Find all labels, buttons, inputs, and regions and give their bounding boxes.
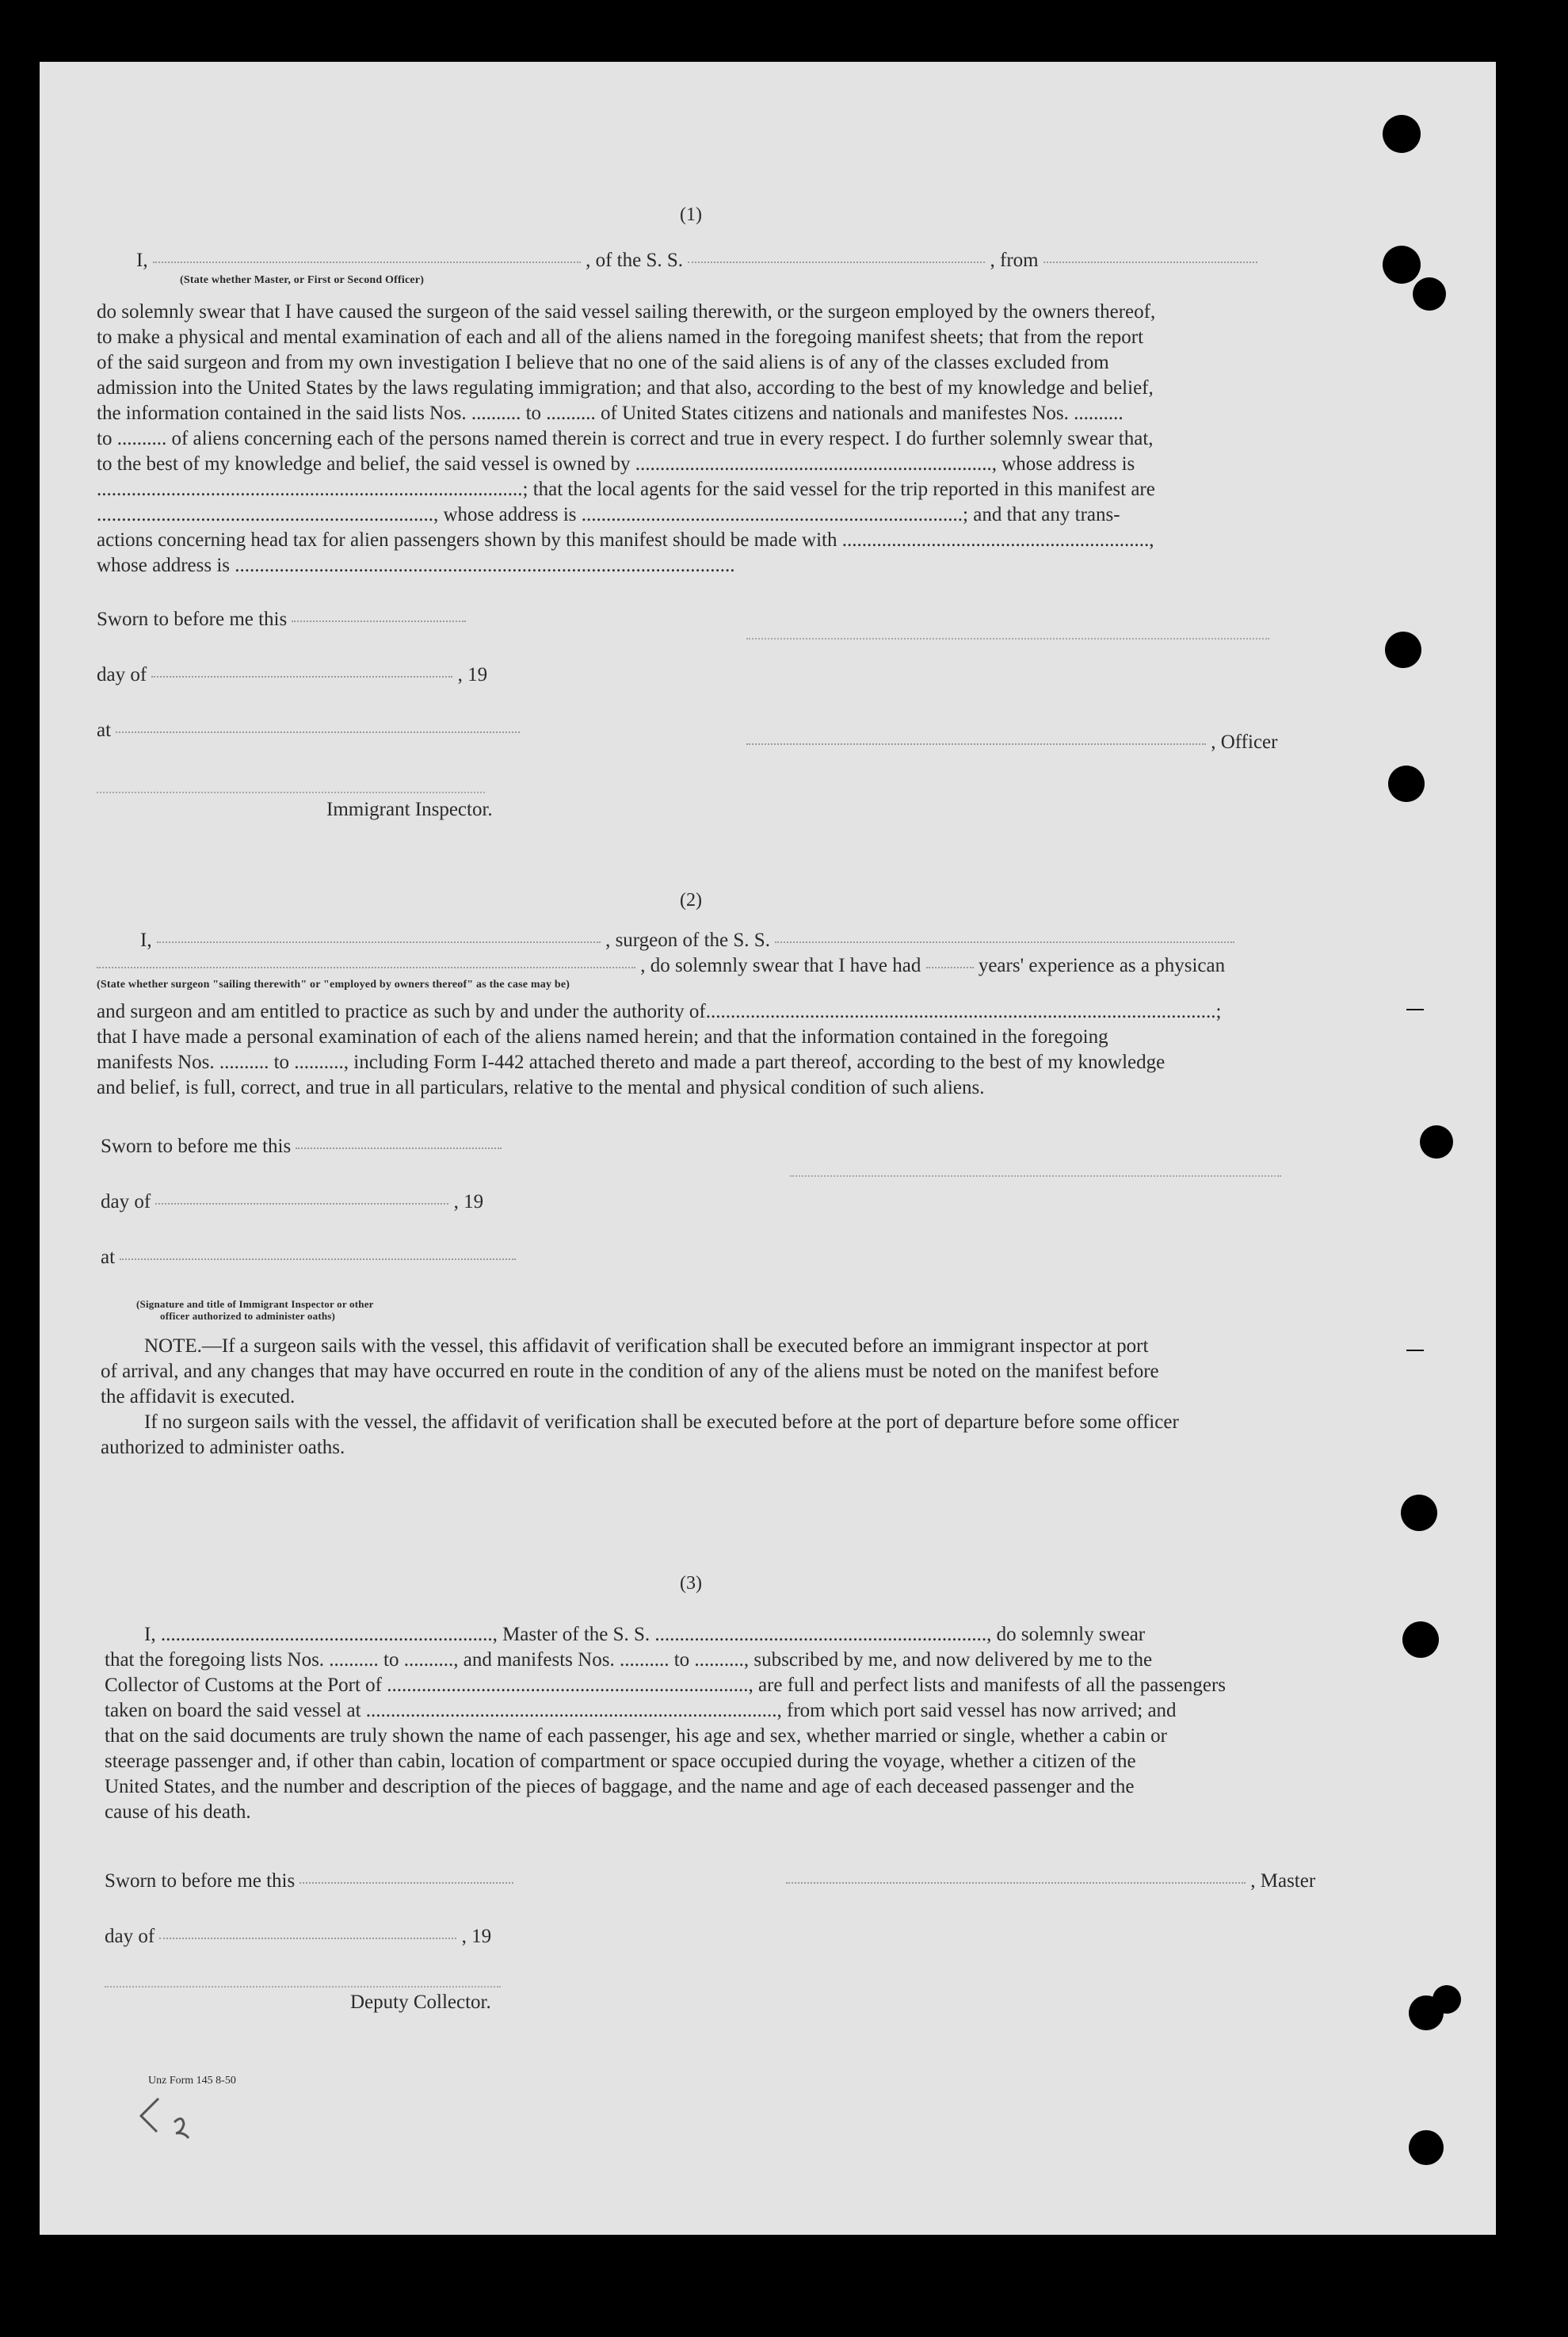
from-port-field[interactable]	[1043, 261, 1257, 263]
master-label: , Master	[1250, 1870, 1316, 1892]
body-line: cause of his death.	[105, 1801, 251, 1823]
edge-mark	[1406, 1350, 1424, 1351]
signature-note-2: officer authorized to administer oaths)	[160, 1310, 336, 1322]
body-line: of the said surgeon and from my own investigation I believe that no one of the said aliens is of any of the classes excluded from	[97, 352, 1109, 373]
inspector-label: Immigrant Inspector.	[326, 799, 493, 820]
body-line: that the foregoing lists Nos. .......... to .........., and manifests Nos. .......... to .........., subscribed by me, and now delivered by me to the	[105, 1649, 1153, 1671]
month-field[interactable]	[151, 675, 452, 678]
section-3	[97, 1573, 1316, 2013]
punch-hole	[1402, 1621, 1439, 1658]
officer-name-field[interactable]	[153, 261, 581, 263]
section-3-body	[105, 1622, 1289, 1825]
body-line: actions concerning head tax for alien passengers shown by this manifest should be made with ..............................................................,	[97, 529, 1154, 551]
at-line-1	[97, 720, 520, 742]
section-1-i-label: I,	[136, 250, 148, 271]
surgeon-signature-line[interactable]	[790, 1174, 1281, 1177]
section-2-opening	[140, 930, 1234, 952]
handwritten-mark	[127, 2091, 222, 2154]
note-line: of arrival, and any changes that may have occurred en route in the condition of any of the aliens must be noted on the manifest before	[101, 1361, 1159, 1382]
month-field[interactable]	[155, 1202, 448, 1205]
day-of-label: day of	[101, 1191, 151, 1212]
note-line: the affidavit is executed.	[101, 1386, 296, 1407]
at-place-field[interactable]	[120, 1258, 516, 1260]
body-line: United States, and the number and description of the pieces of baggage, and the name and age of each deceased passenger and the	[105, 1776, 1135, 1797]
day-of-line-2	[101, 1191, 483, 1213]
year-label: , 19	[457, 664, 488, 685]
punch-hole	[1383, 115, 1421, 153]
inspector-signature-line[interactable]	[97, 791, 485, 793]
master-line	[786, 1870, 1315, 1892]
section-2-i-label: I,	[140, 930, 152, 951]
signature-note-1: (Signature and title of Immigrant Inspector or other	[136, 1298, 374, 1310]
punch-hole	[1388, 766, 1425, 802]
body-line: I, ..................................................................., Master of the S. S. ..................................................................., do solemnly swear	[144, 1624, 1146, 1645]
at-label: at	[97, 720, 112, 741]
body-line: to the best of my knowledge and belief, the said vessel is owned by ........................................................................, whose address is	[97, 453, 1135, 475]
ss-label: , of the S. S.	[586, 250, 684, 271]
sworn-label: Sworn to before me this	[105, 1870, 296, 1892]
surgeon-note: (State whether surgeon "sailing therewith" or "employed by owners thereof" as the case may be)	[97, 979, 570, 991]
section-2-body	[97, 999, 1285, 1101]
sworn-line-2	[101, 1136, 502, 1158]
day-of-line-1	[97, 664, 487, 686]
handwritten-stroke	[141, 2098, 158, 2132]
year-label: , 19	[453, 1191, 484, 1212]
body-line: admission into the United States by the laws regulating immigration; and that also, according to the best of my knowledge and belief,	[97, 377, 1154, 399]
body-line: and belief, is full, correct, and true in all particulars, relative to the mental and physical condition of such aliens.	[97, 1077, 985, 1098]
section-2	[97, 890, 1285, 1458]
swear-label: , do solemnly swear that I have had	[640, 955, 921, 976]
officer-label: , Officer	[1211, 731, 1278, 753]
at-place-field[interactable]	[116, 731, 520, 733]
section-2-note	[101, 1334, 1285, 1461]
surgeon-ship-field[interactable]	[775, 941, 1234, 943]
years-field[interactable]	[926, 966, 974, 968]
sworn-date-field[interactable]	[296, 1147, 502, 1149]
from-label: , from	[990, 250, 1039, 271]
edge-mark	[1406, 1009, 1424, 1010]
note-line: authorized to administer oaths.	[101, 1437, 345, 1458]
officer-line	[746, 731, 1277, 754]
surgeon-name-field[interactable]	[157, 941, 601, 943]
surgeon-status-field[interactable]	[97, 966, 635, 968]
document-page	[40, 62, 1496, 2235]
body-line: taken on board the said vessel at ..................................................................................., from which port said vessel has now arrived; and	[105, 1700, 1177, 1721]
punch-hole	[1413, 277, 1446, 311]
surgeon-of-label: , surgeon of the S. S.	[605, 930, 770, 951]
body-line: to .......... of aliens concerning each of the persons named therein is correct and true in every respect. I do further solemnly swear that,	[97, 428, 1154, 449]
deputy-label: Deputy Collector.	[350, 1991, 491, 2013]
ship-name-field[interactable]	[688, 261, 985, 263]
day-of-line-3	[105, 1926, 491, 1948]
section-2-number: (2)	[680, 890, 702, 911]
body-line: and surgeon and am entitled to practice as such by and under the authority of.......................................................................................................;	[97, 1001, 1222, 1022]
years-label: years' experience as a physican	[978, 955, 1226, 976]
sworn-label: Sworn to before me this	[101, 1136, 292, 1157]
deputy-signature-line[interactable]	[105, 1985, 501, 1988]
body-line: Collector of Customs at the Port of ........................................................................., are full and perfect lists and manifests of all the passengers	[105, 1674, 1227, 1696]
sworn-date-field[interactable]	[292, 620, 466, 622]
note-line: If no surgeon sails with the vessel, the affidavit of verification shall be executed before at the port of departure before some officer	[144, 1411, 1179, 1433]
section-1-body	[97, 300, 1285, 579]
body-line: ...................................................................., whose address is .............................................................................; and that any trans-	[97, 504, 1120, 525]
master-signature-field[interactable]	[786, 1881, 1246, 1884]
section-3-number: (3)	[680, 1573, 702, 1594]
body-line: steerage passenger and, if other than cabin, location of compartment or space occupied during the voyage, whether a citizen of the	[105, 1751, 1136, 1772]
at-line-2	[101, 1247, 516, 1269]
body-line: to make a physical and mental examination of each and all of the aliens named in the foregoing manifest sheets; that from the report	[97, 326, 1144, 348]
section-1	[97, 204, 1285, 820]
officer-signature-field[interactable]	[746, 743, 1206, 745]
year-label: , 19	[461, 1926, 492, 1947]
handwritten-stroke	[174, 2118, 189, 2138]
day-of-label: day of	[105, 1926, 155, 1947]
body-line: the information contained in the said lists Nos. .......... to .......... of United States citizens and nationals and manifestes Nos. ..........	[97, 403, 1124, 424]
sworn-line-1	[97, 609, 466, 631]
sworn-label: Sworn to before me this	[97, 609, 288, 630]
punch-hole	[1401, 1495, 1437, 1531]
form-number: Unz Form 145 8-50	[148, 2075, 236, 2087]
body-line: ......................................................................................; that the local agents for the said vessel for the trip reported in this manifest are	[97, 479, 1155, 500]
punch-hole	[1383, 246, 1421, 284]
punch-hole	[1420, 1125, 1453, 1159]
day-of-label: day of	[97, 664, 147, 685]
body-line: manifests Nos. .......... to .........., including Form I-442 attached thereto and made a part thereof, according to the best of my knowledge	[97, 1052, 1166, 1073]
signature-line[interactable]	[746, 637, 1269, 640]
section-1-opening	[136, 250, 1257, 272]
body-line: that on the said documents are truly shown the name of each passenger, his age and sex, whether married or single, whether a cabin or	[105, 1725, 1167, 1747]
body-line: do solemnly swear that I have caused the surgeon of the said vessel sailing therewith, or the surgeon employed by the owners thereof,	[97, 301, 1156, 323]
section-2-swear-line	[97, 955, 1225, 977]
month-field[interactable]	[159, 1937, 456, 1939]
punch-hole	[1409, 2130, 1444, 2165]
body-line: whose address is .....................................................................................................	[97, 555, 735, 576]
master-note: (State whether Master, or First or Second Officer)	[180, 274, 425, 286]
punch-hole	[1433, 1985, 1461, 2014]
body-line: that I have made a personal examination of each of the aliens named herein; and that the information contained in the foregoing	[97, 1026, 1108, 1048]
sworn-line-3	[105, 1870, 513, 1892]
sworn-date-field[interactable]	[299, 1881, 513, 1884]
note-line: NOTE.—If a surgeon sails with the vessel, this affidavit of verification shall be executed before an immigrant inspector at port	[144, 1335, 1149, 1357]
punch-hole	[1385, 632, 1421, 668]
at-label: at	[101, 1247, 116, 1268]
section-1-number: (1)	[680, 204, 702, 225]
